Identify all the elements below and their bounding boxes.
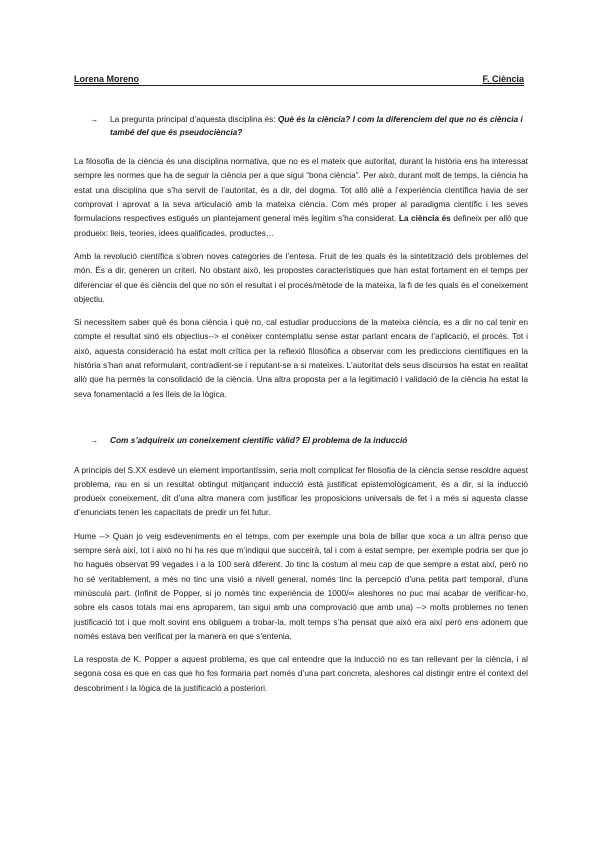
document-body (74, 113, 528, 704)
paragraph-text: La filosofia de la ciència és una disciplina normativa, que no es el mateix que autoritat, durant la història ens ha interessat sempre les normes que ha de seguir la ciència per a que sigui “bona ciència”. Per això, durant molt de temps, la ciència ha estat una disciplina que s’ha servit de l’autoritat, és a dir, del dogma. Tot allò aliè a l’experiència científica havia de ser comprovat i aprovat a la seva articulació amb la mateixa ciència. Com més proper al paradigma científic i les seves formulacions respectives estigués un plantejament general més legítim s’ha considerat. (74, 156, 528, 224)
arrow-icon: → (90, 114, 99, 124)
paragraph: Amb la revolució científica s’obren noves categories de l’entesa. Fruit de les quals és la sintetització dels problemes del món. És a dir, generen un criteri. No obstant això, les propostes característiques que han estat fortament en el temps per diferenciar el que és ciència del que no són el resultat i el procés/mètode de la mateixa, la fi de les quals és el coneixement objectiu. (74, 250, 528, 304)
section-question (74, 434, 528, 447)
paragraph: La resposta de K. Popper a aquest problema, es que cal entendre que la inducció no es tan rellevant per la ciència, i al segona cosa es que en cas que ho fos formaria part només d’una part concreta, aleshores cal distingir entre el context del descobriment i la lògica de la justificació a posteriori. (74, 654, 528, 693)
arrow-icon: → (90, 434, 99, 445)
section-spacer (74, 410, 528, 434)
paragraph: A principis del S.XX esdevé un element importantíssim, seria molt complicat fer filosofia de la ciència sense resoldre aquest problema, rau en si un resultat obtingut mitjançant inducció està justificat epistemològicament, és a dir, si la inducció produeix coneixement, dit d’una altra manera com justificar les proposicions universals de fet i a més si aquesta classe d’enunciats tenen les capacitats de predir un fet futur. (74, 464, 528, 518)
question-emphasis: Com s’adquireix un coneixement científic vàlid? El problema de la inducció (110, 434, 408, 445)
paragraph: Si necessitem saber què és bona ciència i què no, cal estudiar produccions de la mateixa ciència, es a dir no cal tenir en compte el resultat sinó els objectius--> el conèixer contemplatiu sense estar parlant encara de l’aplicació, el procés. Tot i això, aquesta consideració ha estat molt crítica per la reflexió filosòfica a observar com les prediccions científiques en la història s’han anat reformulant, contradient-se i reputant-se a si mateixes. L’autoritat dels seus discursos ha estat en realitat allò que ha permès la consolidació de la ciència. Una altra proposta per a la legitimació i validació de la ciència ha estat la seva fonamentació a les lleis de la lògica. (74, 317, 528, 399)
question-intro: La pregunta principal d’aquesta disciplina és: (110, 114, 278, 124)
paragraph: Hume --> Quan jo veig esdeveniments en el temps, com per exemple una bola de billar que xoca a un altra penso que sempre serà així, tot i això no hi ha res que m’indiqui que succeirà, tal i com a estat sempre, per exemple podria ser que jo ho hagués observat 99 vegades i a la 100 serà diferent. Jo tinc la costum al meu cap de que sempre a estat així, però no ho sé veritablement, a més no tinc una visió a nivell general, només tinc la percepció d’una petita part temporal, d’una minúscula part. (Infinit de Popper, si jo només tinc experiència de 1000/∞ aleshores no puc mai acabar de verificar-ho, sobre els casos totals mai ens apropare​m, tan sigui amb una comprovació que amb una) --> molts problemes no tenen justificació tot i que molt sovint ens obliguem a trobar-la, molt temps s’ha pensat que això era així però ens adonem que només estava ben verificat per la manera en que s’entenia. (74, 530, 528, 641)
question-emphasis: Què és la ciència? I com la diferenciem del que no és ciència i també del que és pseudociència? (110, 114, 523, 137)
section-question (74, 113, 528, 138)
author-name: Lorena Moreno (74, 74, 140, 84)
bold-phrase: La ciència és (398, 213, 451, 224)
paragraph-text: defineix per allò que produeix: lleis, teories, idees qualificades, productes… (74, 213, 528, 238)
subject-label: F. Ciència (482, 74, 524, 84)
paragraph (74, 154, 528, 240)
page-header (74, 74, 524, 86)
